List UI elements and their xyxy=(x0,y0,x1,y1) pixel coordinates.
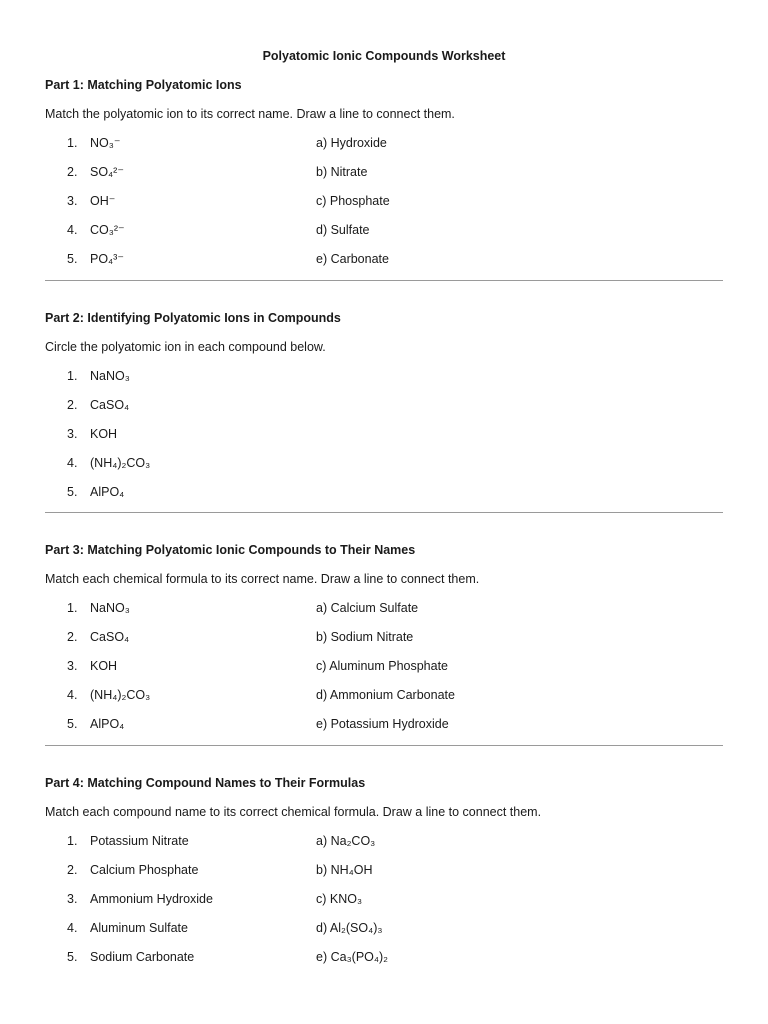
item-right: c) Phosphate xyxy=(316,194,390,208)
item-right: b) Sodium Nitrate xyxy=(316,630,414,644)
item-left: (NH₄)₂CO₃ xyxy=(90,688,151,702)
item-left: NaNO₃ xyxy=(90,601,130,615)
item-number: 5. xyxy=(67,485,78,499)
item-right: d) Sulfate xyxy=(316,223,370,237)
page-title: Polyatomic Ionic Compounds Worksheet xyxy=(262,49,506,63)
item-left: KOH xyxy=(90,659,118,673)
item-right: d) Ammonium Carbonate xyxy=(316,688,455,702)
item-right: e) Ca₃(PO₄)₂ xyxy=(316,950,388,964)
item-left: SO₄²⁻ xyxy=(90,165,124,179)
item-number: 5. xyxy=(67,717,78,731)
list-item xyxy=(45,599,723,617)
part-2-instruction: Circle the polyatomic ion in each compound below. xyxy=(45,340,326,354)
list-item xyxy=(45,250,723,268)
item-number: 5. xyxy=(67,950,78,964)
item-left: AlPO₄ xyxy=(90,485,125,499)
section-divider xyxy=(45,280,723,281)
list-item xyxy=(45,483,723,501)
part-3-instruction: Match each chemical formula to its correct name. Draw a line to connect them. xyxy=(45,572,480,586)
part-4-instruction: Match each compound name to its correct chemical formula. Draw a line to connect them. xyxy=(45,805,542,819)
list-item xyxy=(45,134,723,152)
item-left: (NH₄)₂CO₃ xyxy=(90,456,151,470)
part-1-instruction: Match the polyatomic ion to its correct name. Draw a line to connect them. xyxy=(45,107,455,121)
item-left: Ammonium Hydroxide xyxy=(90,892,213,906)
item-left: NaNO₃ xyxy=(90,369,130,383)
item-left: OH⁻ xyxy=(90,194,116,208)
part-4-heading: Part 4: Matching Compound Names to Their Formulas xyxy=(45,776,366,790)
item-left: PO₄³⁻ xyxy=(90,252,124,266)
item-number: 1. xyxy=(67,369,78,383)
item-right: a) Hydroxide xyxy=(316,136,387,150)
item-right: c) Aluminum Phosphate xyxy=(316,659,449,673)
item-right: e) Carbonate xyxy=(316,252,389,266)
item-left: CO₃²⁻ xyxy=(90,223,125,237)
list-item xyxy=(45,919,723,937)
item-right: a) Calcium Sulfate xyxy=(316,601,419,615)
item-number: 2. xyxy=(67,630,78,644)
item-number: 2. xyxy=(67,398,78,412)
item-number: 3. xyxy=(67,892,78,906)
list-item xyxy=(45,221,723,239)
list-item xyxy=(45,396,723,414)
item-right: b) NH₄OH xyxy=(316,863,373,877)
item-number: 4. xyxy=(67,921,78,935)
item-right: e) Potassium Hydroxide xyxy=(316,717,449,731)
item-right: b) Nitrate xyxy=(316,165,368,179)
item-number: 4. xyxy=(67,688,78,702)
item-right: d) Al₂(SO₄)₃ xyxy=(316,921,383,935)
list-item xyxy=(45,890,723,908)
part-1-heading: Part 1: Matching Polyatomic Ions xyxy=(45,78,242,92)
item-number: 2. xyxy=(67,165,78,179)
list-item xyxy=(45,163,723,181)
item-number: 3. xyxy=(67,659,78,673)
list-item xyxy=(45,367,723,385)
list-item xyxy=(45,657,723,675)
item-number: 3. xyxy=(67,427,78,441)
section-divider xyxy=(45,512,723,513)
item-number: 1. xyxy=(67,834,78,848)
item-number: 3. xyxy=(67,194,78,208)
list-item xyxy=(45,832,723,850)
item-number: 2. xyxy=(67,863,78,877)
item-right: a) Na₂CO₃ xyxy=(316,834,376,848)
list-item xyxy=(45,425,723,443)
list-item xyxy=(45,454,723,472)
item-number: 1. xyxy=(67,136,78,150)
item-left: CaSO₄ xyxy=(90,630,130,644)
list-item xyxy=(45,192,723,210)
item-number: 5. xyxy=(67,252,78,266)
item-left: KOH xyxy=(90,427,118,441)
list-item xyxy=(45,715,723,733)
item-number: 1. xyxy=(67,601,78,615)
item-number: 4. xyxy=(67,456,78,470)
item-left: AlPO₄ xyxy=(90,717,125,731)
part-3-heading: Part 3: Matching Polyatomic Ionic Compounds to Their Names xyxy=(45,543,416,557)
list-item xyxy=(45,948,723,966)
item-left: NO₃⁻ xyxy=(90,136,121,150)
item-number: 4. xyxy=(67,223,78,237)
list-item xyxy=(45,686,723,704)
part-2-heading: Part 2: Identifying Polyatomic Ions in Compounds xyxy=(45,311,341,325)
item-left: CaSO₄ xyxy=(90,398,130,412)
section-divider xyxy=(45,745,723,746)
list-item xyxy=(45,628,723,646)
list-item xyxy=(45,861,723,879)
item-right: c) KNO₃ xyxy=(316,892,363,906)
item-left: Calcium Phosphate xyxy=(90,863,199,877)
item-left: Aluminum Sulfate xyxy=(90,921,188,935)
item-left: Sodium Carbonate xyxy=(90,950,195,964)
item-left: Potassium Nitrate xyxy=(90,834,189,848)
